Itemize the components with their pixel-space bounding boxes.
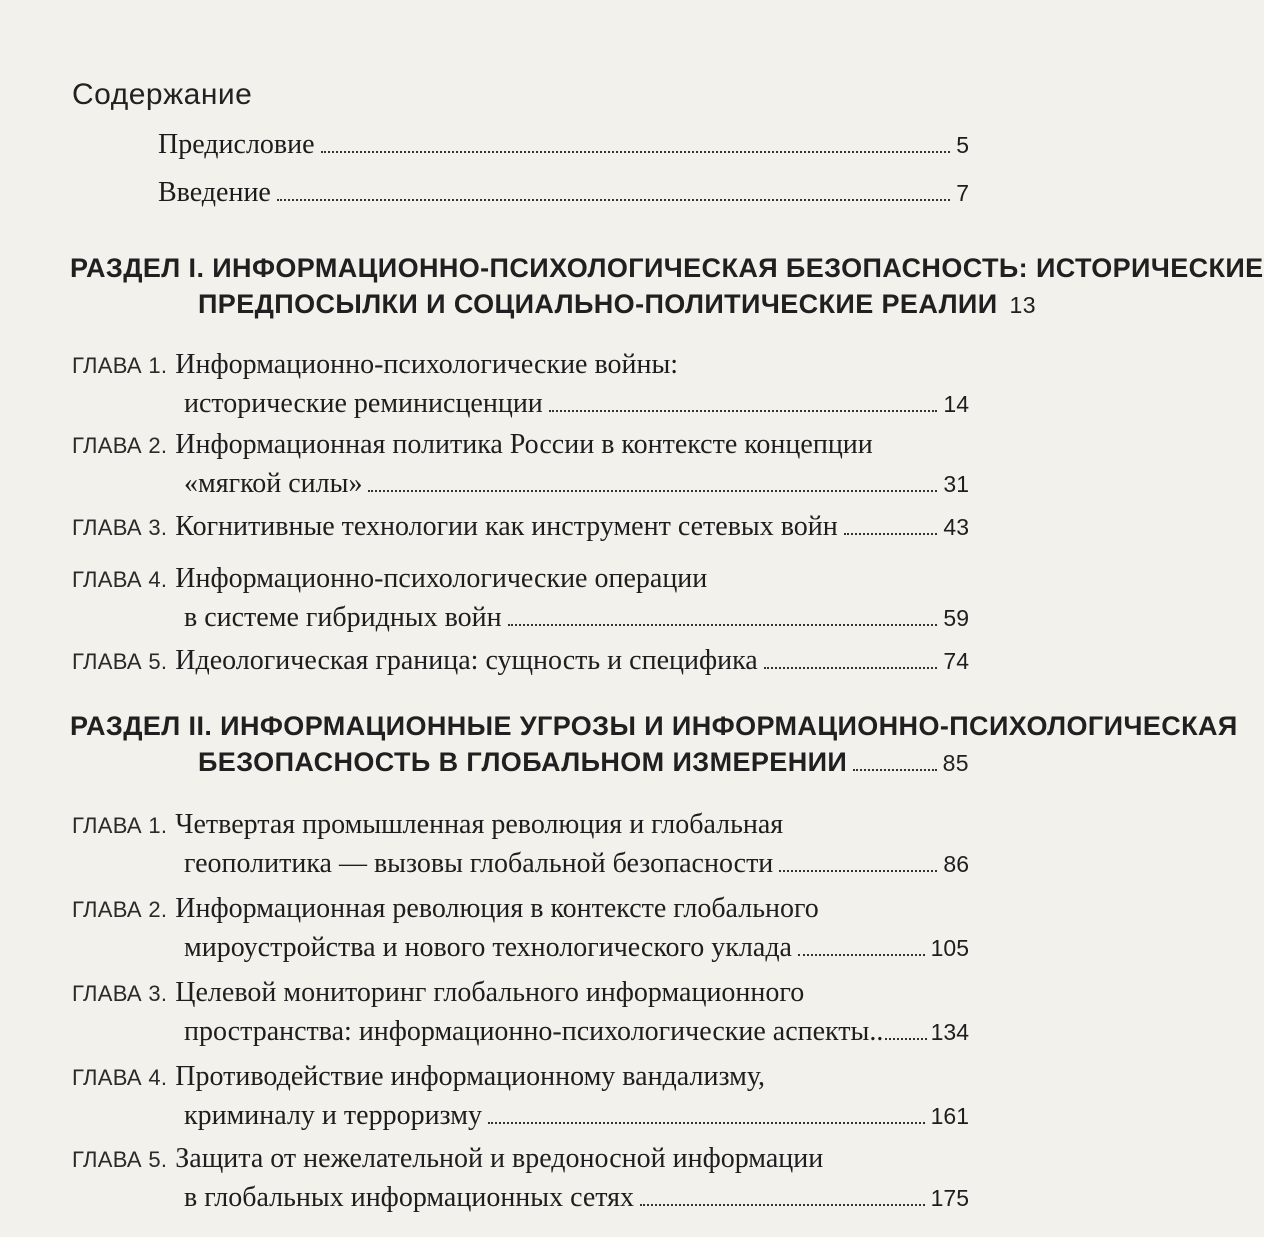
chapter-title-line2: исторические реминисценции xyxy=(184,388,543,419)
chapter-label: ГЛАВА 2. xyxy=(72,897,168,922)
chapter-page: 43 xyxy=(943,514,969,540)
chapter-label: ГЛАВА 3. xyxy=(72,981,168,1006)
toc-entry-title: Предисловие xyxy=(158,129,315,160)
leader-dots xyxy=(798,953,925,956)
chapter-title-line2: геополитика — вызовы глобальной безопасности xyxy=(184,848,774,879)
chapter-title-line2: «мягкой силы» xyxy=(184,468,363,499)
chapter-label: ГЛАВА 2. xyxy=(72,433,168,458)
chapter-page: 86 xyxy=(943,851,969,877)
toc-entry-page: 5 xyxy=(956,132,969,158)
leader-dots xyxy=(508,623,938,626)
leader-dots xyxy=(885,1037,926,1040)
chapter-entry xyxy=(72,974,969,1051)
chapter-page: 105 xyxy=(930,935,969,961)
chapter-title-line1: Четвертая промышленная революция и глобальная xyxy=(175,809,784,840)
leader-dots xyxy=(853,768,936,771)
section-page: 85 xyxy=(942,750,969,776)
chapter-entry xyxy=(72,1140,969,1217)
leader-dots xyxy=(321,150,951,153)
chapter-label: ГЛАВА 5. xyxy=(72,649,168,674)
chapter-page: 175 xyxy=(930,1185,969,1211)
chapter-label: ГЛАВА 4. xyxy=(72,567,168,592)
chapter-page: 161 xyxy=(930,1103,969,1129)
chapter-entry xyxy=(72,890,969,967)
chapter-page: 74 xyxy=(943,648,969,674)
section-title xyxy=(70,250,1264,323)
leader-dots xyxy=(488,1121,925,1124)
chapter-page: 14 xyxy=(943,391,969,417)
section-title-line2: БЕЗОПАСНОСТЬ В ГЛОБАЛЬНОМ ИЗМЕРЕНИИ xyxy=(198,747,848,777)
chapter-title-line1: Информационная революция в контексте глобального xyxy=(175,893,819,924)
section-title-line1: РАЗДЕЛ I. ИНФОРМАЦИОННО-ПСИХОЛОГИЧЕСКАЯ БЕЗОПАСНОСТЬ: ИСТОРИЧЕСКИЕ xyxy=(70,253,1264,283)
contents-heading: Содержание xyxy=(72,78,253,111)
section-page: 13 xyxy=(1009,292,1036,318)
chapter-entry xyxy=(72,560,969,637)
chapter-entry xyxy=(72,508,969,547)
leader-dots xyxy=(368,489,937,492)
chapter-page: 59 xyxy=(943,605,969,631)
chapter-title-line2: мироустройства и нового технологического уклада xyxy=(184,932,792,963)
chapter-label: ГЛАВА 1. xyxy=(72,353,168,378)
section-title-line1: РАЗДЕЛ II. ИНФОРМАЦИОННЫЕ УГРОЗЫ И ИНФОРМАЦИОННО-ПСИХОЛОГИЧЕСКАЯ xyxy=(70,711,1238,741)
leader-dots xyxy=(549,409,938,412)
toc-entry-page: 7 xyxy=(956,180,969,206)
chapter-title-line1: Информационная политика России в контексте концепции xyxy=(175,429,873,460)
chapter-title-line1: Идеологическая граница: сущность и специфика xyxy=(175,645,758,676)
chapter-title-line1: Информационно-психологические войны: xyxy=(175,349,679,380)
chapter-title-line1: Когнитивные технологии как инструмент сетевых войн xyxy=(175,511,838,542)
toc-entry-title: Введение xyxy=(158,177,271,208)
chapter-title-line1: Защита от нежелательной и вредоносной информации xyxy=(175,1143,824,1174)
leader-dots xyxy=(640,1203,925,1206)
section-title-line2: ПРЕДПОСЫЛКИ И СОЦИАЛЬНО-ПОЛИТИЧЕСКИЕ РЕАЛИИ xyxy=(198,289,998,319)
chapter-title-line1: Противодействие информационному вандализму, xyxy=(175,1061,766,1092)
chapter-title-line2: в глобальных информационных сетях xyxy=(184,1182,635,1213)
chapter-entry xyxy=(72,642,969,681)
chapter-title-line2: криминалу и терроризму xyxy=(184,1100,482,1131)
chapter-title-line1: Информационно-психологические операции xyxy=(175,563,708,594)
section-title xyxy=(70,708,1238,781)
chapter-title-line2: в системе гибридных войн xyxy=(184,602,502,633)
toc-entry-preface xyxy=(158,128,969,162)
chapter-page: 31 xyxy=(943,471,969,497)
chapter-label: ГЛАВА 5. xyxy=(72,1147,168,1172)
chapter-entry xyxy=(72,346,969,423)
chapter-label: ГЛАВА 3. xyxy=(72,515,168,540)
chapter-label: ГЛАВА 1. xyxy=(72,813,168,838)
chapter-title-line2: пространства: информационно-психологические аспекты.. xyxy=(184,1016,884,1047)
leader-dots xyxy=(277,198,950,201)
leader-dots xyxy=(764,666,938,669)
chapter-page: 134 xyxy=(930,1019,969,1045)
chapter-label: ГЛАВА 4. xyxy=(72,1065,168,1090)
chapter-title-line1: Целевой мониторинг глобального информационного xyxy=(175,977,805,1008)
chapter-entry xyxy=(72,1058,969,1135)
leader-dots xyxy=(844,532,938,535)
toc-entry-introduction xyxy=(158,176,969,210)
chapter-entry xyxy=(72,426,969,503)
chapter-entry xyxy=(72,806,969,883)
leader-dots xyxy=(779,869,937,872)
